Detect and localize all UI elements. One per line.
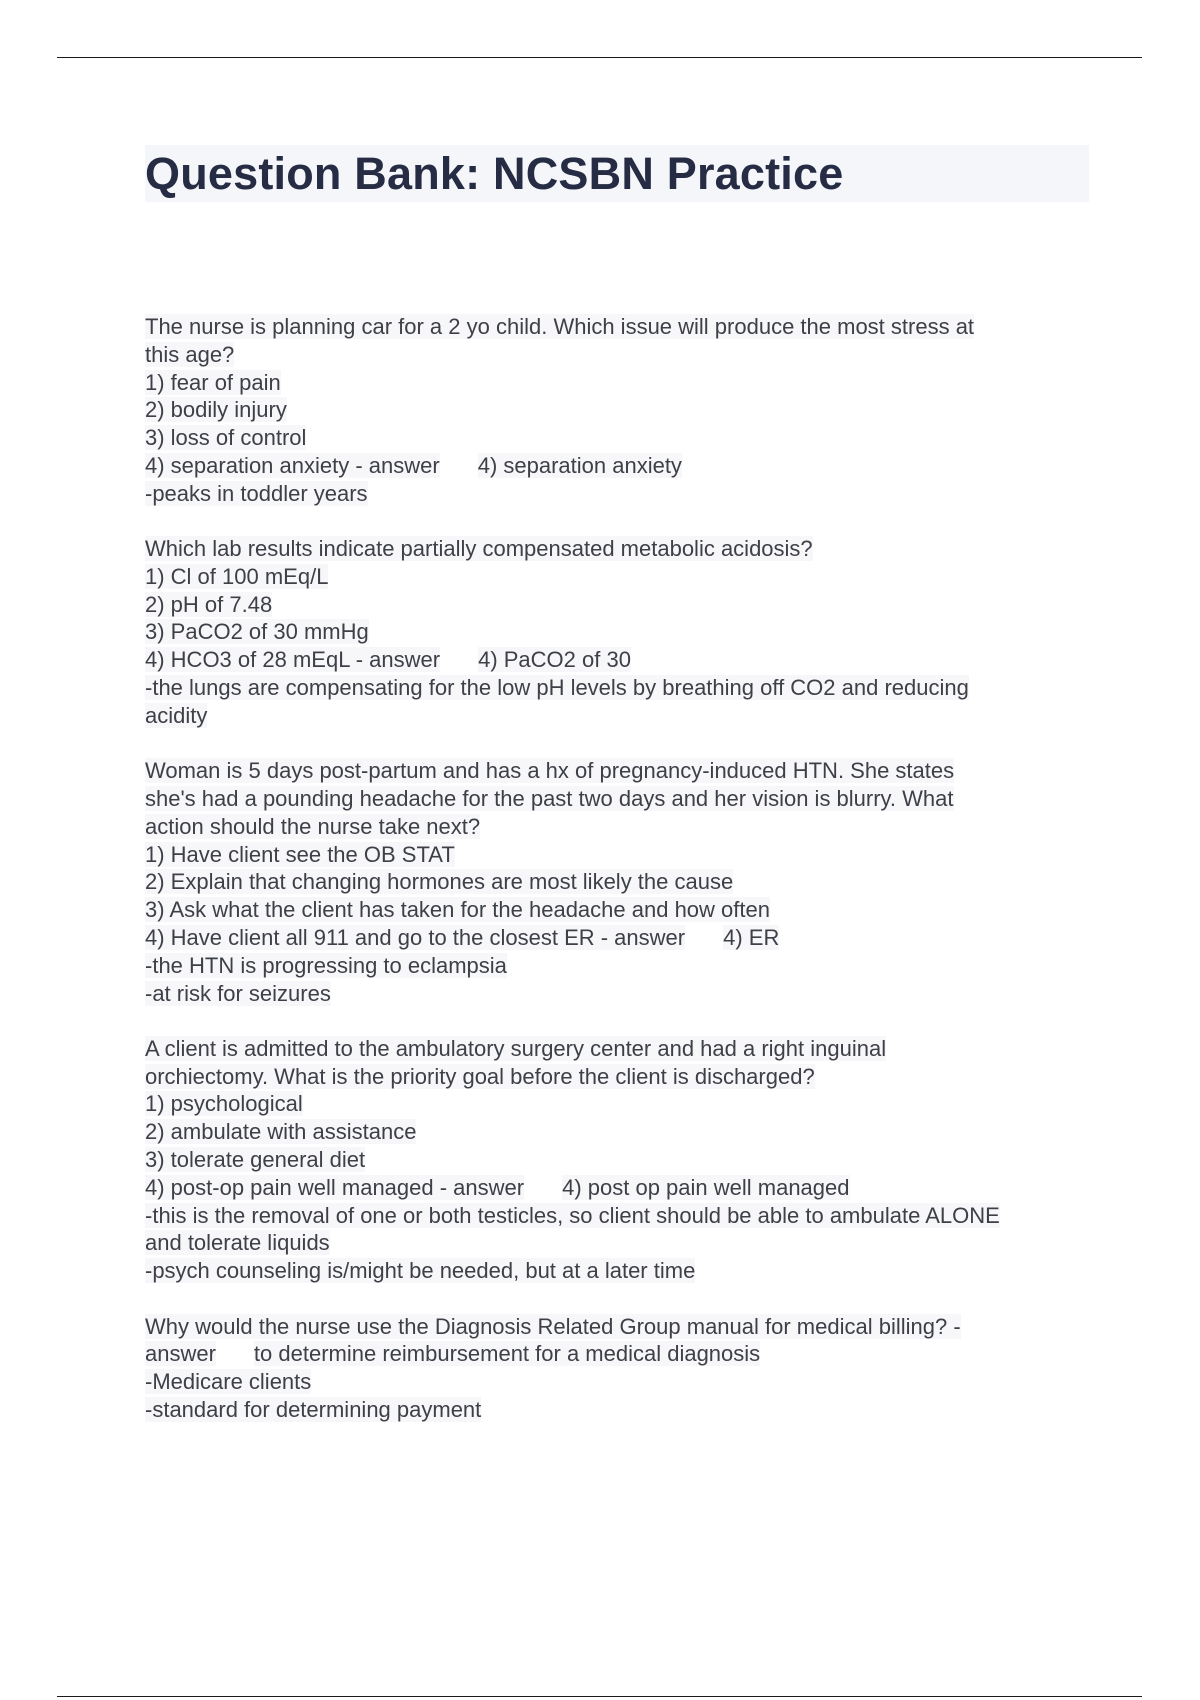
option-1: 1) Cl of 100 mEq/L <box>145 563 329 589</box>
explanation-line: -peaks in toddler years <box>145 480 368 506</box>
explanation-line: and tolerate liquids <box>145 1230 330 1256</box>
question-text-line: Why would the nurse use the Diagnosis Related Group manual for medical billing? - <box>145 1313 961 1339</box>
option-3: 3) loss of control <box>145 425 307 451</box>
question-text-line: this age? <box>145 341 235 367</box>
question-text-line: orchiectomy. What is the priority goal before the client is discharged? <box>145 1063 815 1089</box>
answer-line <box>145 646 1090 674</box>
answer-text: 4) ER <box>723 924 780 950</box>
question-4 <box>145 1035 1090 1285</box>
option-2: 2) Explain that changing hormones are most likely the cause <box>145 869 734 895</box>
explanation-line: -standard for determining payment <box>145 1396 482 1422</box>
question-2 <box>145 535 1090 730</box>
option-4-answer-label: 4) Have client all 911 and go to the closest ER - answer <box>145 924 686 950</box>
option-2: 2) bodily injury <box>145 397 287 423</box>
option-4-answer-label: 4) HCO3 of 28 mEqL - answer <box>145 647 441 673</box>
explanation-line: -the HTN is progressing to eclampsia <box>145 952 507 978</box>
explanation-line: acidity <box>145 702 208 728</box>
option-3: 3) Ask what the client has taken for the headache and how often <box>145 897 770 923</box>
answer-text: 4) PaCO2 of 30 <box>478 647 631 673</box>
question-text-line: A client is admitted to the ambulatory surgery center and had a right inguinal <box>145 1035 887 1061</box>
answer-line <box>145 1340 1090 1368</box>
question-5 <box>145 1313 1090 1424</box>
explanation-line: -the lungs are compensating for the low pH levels by breathing off CO2 and reducing <box>145 675 969 701</box>
option-4-answer-label: 4) separation anxiety - answer <box>145 452 440 478</box>
option-1: 1) fear of pain <box>145 369 281 395</box>
answer-text: 4) separation anxiety <box>477 452 682 478</box>
question-text-line: she's had a pounding headache for the past two days and her vision is blurry. What <box>145 785 954 811</box>
option-2: 2) ambulate with assistance <box>145 1119 417 1145</box>
answer-line <box>145 452 1090 480</box>
top-rule <box>57 57 1142 58</box>
explanation-line: -psych counseling is/might be needed, but at a later time <box>145 1258 696 1284</box>
answer-label: answer <box>145 1341 216 1367</box>
question-1 <box>145 313 1090 508</box>
option-4-answer-label: 4) post-op pain well managed - answer <box>145 1174 525 1200</box>
option-3: 3) tolerate general diet <box>145 1147 366 1173</box>
option-2: 2) pH of 7.48 <box>145 591 273 617</box>
question-text-line: Which lab results indicate partially compensated metabolic acidosis? <box>145 536 813 562</box>
question-list <box>145 313 1090 1451</box>
answer-text: to determine reimbursement for a medical diagnosis <box>253 1341 761 1367</box>
question-text-line: action should the nurse take next? <box>145 813 481 839</box>
option-1: 1) psychological <box>145 1091 303 1117</box>
option-1: 1) Have client see the OB STAT <box>145 841 455 867</box>
explanation-line: -Medicare clients <box>145 1369 312 1395</box>
bottom-rule <box>57 1696 1142 1697</box>
option-3: 3) PaCO2 of 30 mmHg <box>145 619 369 645</box>
answer-line <box>145 1174 1090 1202</box>
question-3 <box>145 757 1090 1007</box>
question-text-line: The nurse is planning car for a 2 yo child. Which issue will produce the most stress at <box>145 314 975 339</box>
question-text-line: Woman is 5 days post-partum and has a hx of pregnancy-induced HTN. She states <box>145 758 955 784</box>
answer-text: 4) post op pain well managed <box>562 1174 850 1200</box>
page-title: Question Bank: NCSBN Practice <box>145 148 844 199</box>
answer-line <box>145 924 1090 952</box>
explanation-line: -this is the removal of one or both testicles, so client should be able to ambulate ALONE <box>145 1202 1000 1228</box>
explanation-line: -at risk for seizures <box>145 980 331 1006</box>
